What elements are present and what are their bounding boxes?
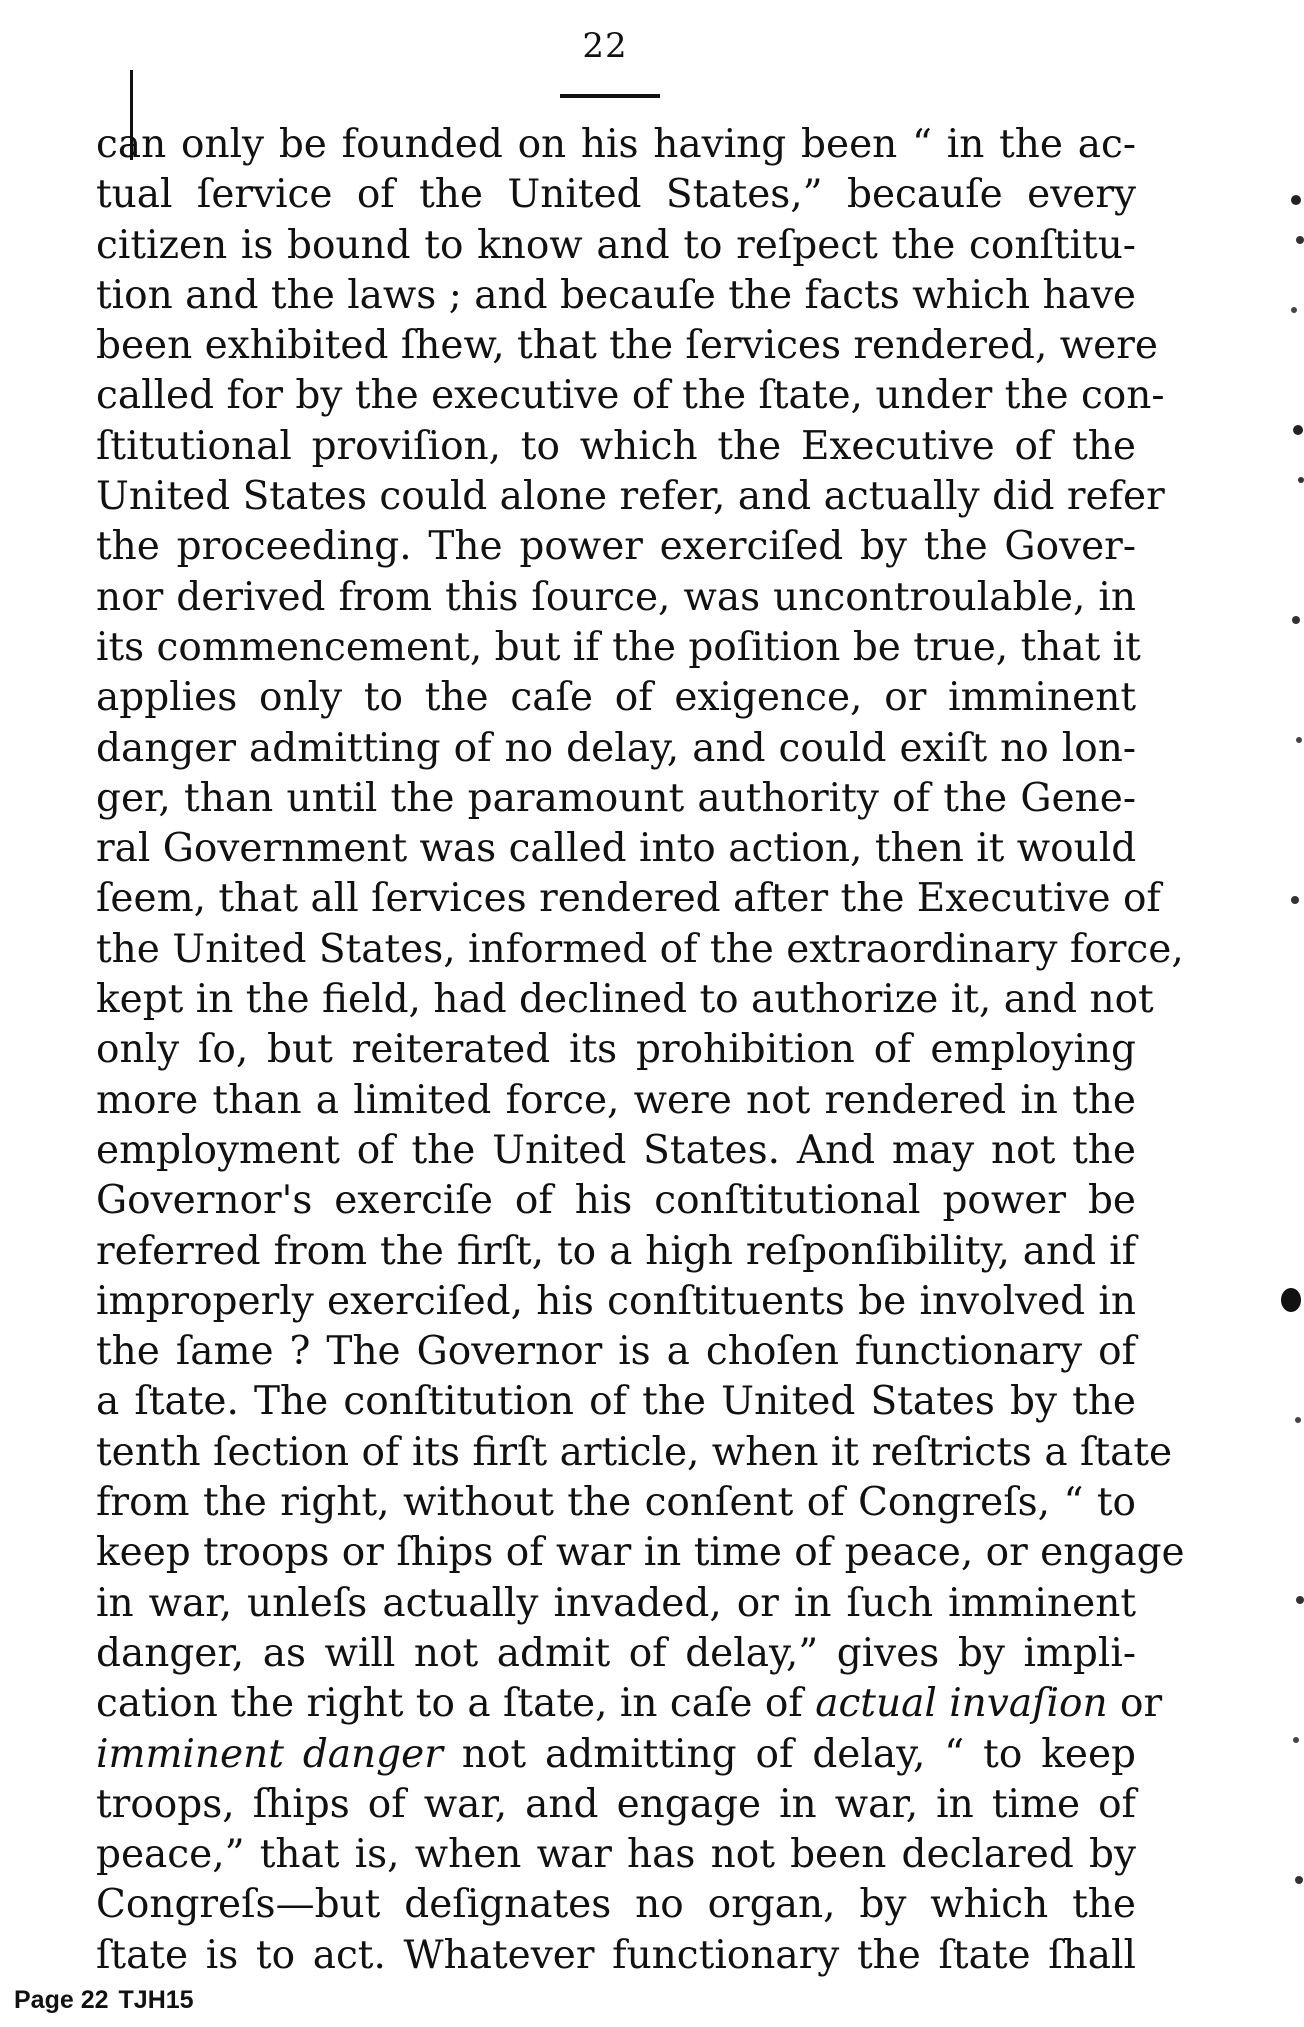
scan-speck: [1293, 425, 1303, 435]
scan-blot: [1281, 1288, 1301, 1312]
text-segment: cation the right to a ſtate, in caſe of: [96, 1681, 816, 1727]
text-line: peace,” that is, when war has not been declared by: [96, 1832, 1136, 1878]
text-line: can only be founded on his having been “ in the ac-: [96, 122, 1136, 167]
text-segment: not admitting of delay, “ to keep: [442, 1731, 1136, 1777]
text-line: citizen is bound to know and to reſpect the conſtitu-: [96, 222, 1136, 268]
text-line: the United States, informed of the extraordinary force,: [96, 926, 1184, 972]
text-line: in war, unleſs actually invaded, or in ſuch imminent: [96, 1580, 1136, 1626]
italic-text: actual invaſion: [815, 1681, 1108, 1727]
text-line: ſeem, that all ſervices rendered after the Executive of: [96, 876, 1161, 922]
text-line: Governor's exerciſe of his conſtitutional power be: [96, 1178, 1136, 1224]
text-line: danger admitting of no delay, and could exiſt no lon-: [96, 725, 1136, 771]
scan-edge-marks: [1276, 180, 1304, 1940]
text-line: tual ſervice of the United States,” becauſe every: [96, 172, 1136, 218]
text-line: employment of the United States. And may not the: [96, 1127, 1136, 1173]
footer-code: TJH15: [118, 1986, 194, 2014]
text-line: improperly exerciſed, his conſtituents be involved in: [96, 1278, 1136, 1324]
text-line: danger, as will not admit of delay,” gives by impli-: [96, 1630, 1136, 1676]
scan-speck: [1291, 896, 1299, 904]
text-line: a ſtate. The conſtitution of the United States by the: [96, 1379, 1136, 1425]
text-line: nor derived from this ſource, was uncontroulable, in: [96, 574, 1136, 620]
text-line: referred from the firſt, to a high reſponſibility, and if: [96, 1228, 1136, 1274]
text-line: been exhibited ſhew, that the ſervices rendered, were: [96, 323, 1158, 369]
text-line: only ſo, but reiterated its prohibition of employing: [96, 1027, 1136, 1073]
scan-speck: [1292, 616, 1300, 624]
text-line: keep troops or ſhips of war in time of peace, or engage: [96, 1530, 1185, 1576]
text-line: ſtitutional proviſion, to which the Executive of the: [96, 423, 1136, 469]
body-text: [96, 120, 1185, 1981]
text-line: applies only to the caſe of exigence, or imminent: [96, 675, 1136, 721]
text-line: United States could alone refer, and actually did refer: [96, 474, 1165, 520]
text-segment: or: [1107, 1681, 1163, 1727]
text-line: ral Government was called into action, then it would: [96, 826, 1137, 872]
text-line: kept in the field, had declined to authorize it, and not: [96, 977, 1154, 1023]
italic-text: imminent danger: [96, 1731, 443, 1777]
page-number: 22: [582, 26, 628, 66]
scan-speck: [1298, 477, 1304, 483]
footer-label: [14, 1986, 194, 2015]
scan-speck: [1296, 1596, 1304, 1604]
text-line: ſtate is to act. Whatever functionary the ſtate ſhall: [96, 1932, 1136, 1978]
footer-page-label: Page 22: [14, 1986, 109, 2014]
scan-speck: [1295, 1417, 1301, 1423]
text-line-mixed: [96, 1730, 1136, 1780]
text-line: ger, than until the paramount authority of the Gene-: [96, 775, 1136, 821]
text-line: called for by the executive of the ſtate, under the con-: [96, 373, 1165, 419]
scan-speck: [1291, 307, 1297, 313]
scan-speck: [1296, 737, 1302, 743]
text-line: from the right, without the conſent of Congreſs, “ to: [96, 1480, 1136, 1526]
scan-speck: [1295, 1876, 1303, 1884]
scan-speck: [1291, 195, 1301, 205]
text-line: Congreſs—but deſignates no organ, by which the: [96, 1882, 1136, 1928]
text-line: more than a limited force, were not rendered in the: [96, 1077, 1136, 1123]
text-line: its commencement, but if the poſition be true, that it: [96, 624, 1141, 670]
text-line: troops, ſhips of war, and engage in war, in time of: [96, 1781, 1136, 1827]
text-line: the ſame ? The Governor is a choſen functionary of: [96, 1329, 1136, 1375]
header-rule: [560, 94, 660, 98]
scan-speck: [1296, 236, 1304, 244]
scan-speck: [1293, 1737, 1299, 1743]
text-line-mixed: [96, 1679, 1163, 1729]
text-line: tenth ſection of its firſt article, when it reſtricts a ſtate: [96, 1429, 1173, 1475]
text-line: tion and the laws ; and becauſe the facts which have: [96, 272, 1136, 318]
text-line: the proceeding. The power exerciſed by the Gover-: [96, 524, 1136, 570]
